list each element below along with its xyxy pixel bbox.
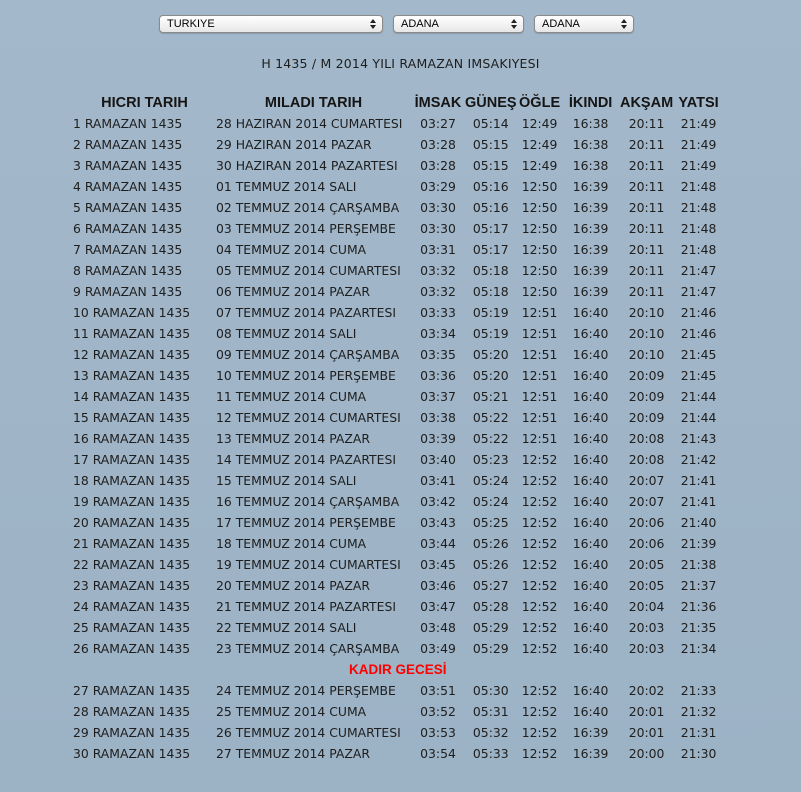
cell-hicri: 30 RAMAZAN 1435 xyxy=(73,746,191,761)
cell-imsak: 03:33 xyxy=(420,305,456,320)
table-row xyxy=(73,176,723,197)
cell-hicri: 27 RAMAZAN 1435 xyxy=(73,683,191,698)
cell-yatsi: 21:33 xyxy=(680,683,717,698)
cell-yatsi: 21:45 xyxy=(680,368,717,383)
country-select[interactable] xyxy=(159,15,383,33)
cell-gunes: 05:26 xyxy=(472,536,509,551)
cell-miladi: 27 TEMMUZ 2014 PAZAR xyxy=(216,746,370,761)
cell-aksam: 20:11 xyxy=(628,200,665,215)
cell-yatsi: 21:44 xyxy=(680,410,717,425)
table-row xyxy=(73,218,723,239)
cell-gunes: 05:16 xyxy=(472,179,509,194)
select-arrows-icon xyxy=(621,17,628,31)
cell-yatsi: 21:36 xyxy=(680,599,717,614)
cell-miladi: 12 TEMMUZ 2014 CUMARTESI xyxy=(216,410,401,425)
cell-hicri: 23 RAMAZAN 1435 xyxy=(73,578,191,593)
cell-hicri: 17 RAMAZAN 1435 xyxy=(73,452,191,467)
cell-imsak: 03:54 xyxy=(420,746,456,761)
cell-aksam: 20:05 xyxy=(628,578,665,593)
cell-hicri: 4 RAMAZAN 1435 xyxy=(73,179,183,194)
cell-imsak: 03:39 xyxy=(420,431,456,446)
cell-ikindi: 16:38 xyxy=(572,158,609,173)
city-select-value: ADANA xyxy=(401,18,439,30)
cell-imsak: 03:34 xyxy=(420,326,456,341)
cell-aksam: 20:11 xyxy=(628,137,665,152)
cell-ogle: 12:52 xyxy=(521,620,558,635)
cell-imsak: 03:38 xyxy=(420,410,456,425)
cell-hicri: 2 RAMAZAN 1435 xyxy=(73,137,183,152)
cell-gunes: 05:20 xyxy=(472,347,509,362)
cell-gunes: 05:24 xyxy=(472,494,509,509)
table-row xyxy=(73,512,723,533)
table-row xyxy=(73,722,723,743)
cell-aksam: 20:11 xyxy=(628,242,665,257)
cell-ogle: 12:52 xyxy=(521,683,558,698)
cell-ikindi: 16:40 xyxy=(572,473,609,488)
cell-miladi: 11 TEMMUZ 2014 CUMA xyxy=(216,389,367,404)
table-row xyxy=(73,365,723,386)
country-select-value: TURKIYE xyxy=(167,18,215,30)
cell-yatsi: 21:40 xyxy=(680,515,717,530)
table-row xyxy=(73,260,723,281)
cell-miladi: 14 TEMMUZ 2014 PAZARTESI xyxy=(216,452,396,467)
cell-yatsi: 21:48 xyxy=(680,200,717,215)
cell-gunes: 05:28 xyxy=(472,599,509,614)
cell-gunes: 05:21 xyxy=(472,389,509,404)
cell-imsak: 03:28 xyxy=(420,137,456,152)
cell-imsak: 03:45 xyxy=(420,557,456,572)
cell-hicri: 25 RAMAZAN 1435 xyxy=(73,620,191,635)
cell-imsak: 03:28 xyxy=(420,158,456,173)
cell-aksam: 20:11 xyxy=(628,284,665,299)
cell-miladi: 17 TEMMUZ 2014 PERŞEMBE xyxy=(216,515,396,530)
header-imsak: İMSAK xyxy=(414,94,462,111)
cell-hicri: 18 RAMAZAN 1435 xyxy=(73,473,191,488)
cell-imsak: 03:32 xyxy=(420,263,456,278)
cell-ogle: 12:51 xyxy=(521,305,558,320)
cell-miladi: 25 TEMMUZ 2014 CUMA xyxy=(216,704,367,719)
cell-yatsi: 21:45 xyxy=(680,347,717,362)
cell-gunes: 05:23 xyxy=(472,452,509,467)
cell-gunes: 05:22 xyxy=(472,410,509,425)
cell-gunes: 05:15 xyxy=(472,137,509,152)
table-row xyxy=(73,533,723,554)
cell-miladi: 01 TEMMUZ 2014 SALI xyxy=(216,179,357,194)
imsakiye-table xyxy=(73,92,723,764)
cell-yatsi: 21:47 xyxy=(680,284,717,299)
cell-yatsi: 21:49 xyxy=(680,116,717,131)
cell-ogle: 12:50 xyxy=(521,221,558,236)
district-select-value: ADANA xyxy=(542,18,580,30)
cell-miladi: 02 TEMMUZ 2014 ÇARŞAMBA xyxy=(216,200,400,215)
header-gunes: GÜNEŞ xyxy=(465,94,517,111)
table-row xyxy=(73,302,723,323)
cell-ikindi: 16:39 xyxy=(572,179,609,194)
table-row xyxy=(73,281,723,302)
table-row xyxy=(73,344,723,365)
cell-hicri: 24 RAMAZAN 1435 xyxy=(73,599,191,614)
cell-ikindi: 16:40 xyxy=(572,305,609,320)
cell-hicri: 11 RAMAZAN 1435 xyxy=(73,326,191,341)
cell-imsak: 03:51 xyxy=(420,683,456,698)
cell-ikindi: 16:39 xyxy=(572,200,609,215)
cell-hicri: 12 RAMAZAN 1435 xyxy=(73,347,191,362)
cell-ogle: 12:51 xyxy=(521,410,558,425)
table-row xyxy=(73,134,723,155)
cell-yatsi: 21:43 xyxy=(680,431,717,446)
cell-imsak: 03:41 xyxy=(420,473,456,488)
table-row xyxy=(73,470,723,491)
header-aksam: AKŞAM xyxy=(619,94,674,111)
cell-gunes: 05:16 xyxy=(472,200,509,215)
header-ikindi: İKINDI xyxy=(568,94,613,111)
cell-miladi: 29 HAZIRAN 2014 PAZAR xyxy=(216,137,372,152)
cell-ogle: 12:52 xyxy=(521,473,558,488)
cell-ikindi: 16:38 xyxy=(572,137,609,152)
cell-ogle: 12:52 xyxy=(521,557,558,572)
cell-aksam: 20:10 xyxy=(628,305,665,320)
cell-miladi: 20 TEMMUZ 2014 PAZAR xyxy=(216,578,370,593)
cell-yatsi: 21:41 xyxy=(680,494,717,509)
cell-miladi: 06 TEMMUZ 2014 PAZAR xyxy=(216,284,370,299)
cell-aksam: 20:02 xyxy=(628,683,665,698)
cell-imsak: 03:31 xyxy=(420,242,456,257)
cell-aksam: 20:11 xyxy=(628,116,665,131)
cell-miladi: 04 TEMMUZ 2014 CUMA xyxy=(216,242,367,257)
cell-hicri: 9 RAMAZAN 1435 xyxy=(73,284,183,299)
cell-gunes: 05:31 xyxy=(472,704,509,719)
cell-ikindi: 16:40 xyxy=(572,536,609,551)
cell-miladi: 07 TEMMUZ 2014 PAZARTESI xyxy=(216,305,396,320)
cell-hicri: 5 RAMAZAN 1435 xyxy=(73,200,183,215)
cell-ogle: 12:51 xyxy=(521,326,558,341)
cell-imsak: 03:47 xyxy=(420,599,456,614)
cell-aksam: 20:06 xyxy=(628,515,665,530)
cell-ikindi: 16:39 xyxy=(572,242,609,257)
cell-gunes: 05:19 xyxy=(472,305,509,320)
cell-miladi: 18 TEMMUZ 2014 CUMA xyxy=(216,536,367,551)
kadir-gecesi-row xyxy=(73,659,723,680)
cell-ogle: 12:52 xyxy=(521,515,558,530)
cell-imsak: 03:37 xyxy=(420,389,456,404)
cell-yatsi: 21:49 xyxy=(680,158,717,173)
cell-hicri: 13 RAMAZAN 1435 xyxy=(73,368,191,383)
cell-gunes: 05:17 xyxy=(472,221,509,236)
cell-gunes: 05:27 xyxy=(472,578,509,593)
cell-yatsi: 21:49 xyxy=(680,137,717,152)
header-miladi: MILADI TARIH xyxy=(264,94,363,111)
cell-aksam: 20:01 xyxy=(628,704,665,719)
cell-ikindi: 16:40 xyxy=(572,515,609,530)
cell-imsak: 03:40 xyxy=(420,452,456,467)
cell-miladi: 15 TEMMUZ 2014 SALI xyxy=(216,473,357,488)
cell-imsak: 03:32 xyxy=(420,284,456,299)
cell-yatsi: 21:46 xyxy=(680,305,717,320)
cell-hicri: 20 RAMAZAN 1435 xyxy=(73,515,191,530)
table-header-row xyxy=(73,92,723,113)
cell-ogle: 12:52 xyxy=(521,536,558,551)
cell-gunes: 05:20 xyxy=(472,368,509,383)
cell-ogle: 12:50 xyxy=(521,263,558,278)
cell-hicri: 14 RAMAZAN 1435 xyxy=(73,389,191,404)
cell-aksam: 20:11 xyxy=(628,179,665,194)
cell-hicri: 28 RAMAZAN 1435 xyxy=(73,704,191,719)
cell-hicri: 6 RAMAZAN 1435 xyxy=(73,221,183,236)
cell-gunes: 05:15 xyxy=(472,158,509,173)
cell-aksam: 20:03 xyxy=(628,620,665,635)
cell-ogle: 12:49 xyxy=(521,158,558,173)
cell-ikindi: 16:39 xyxy=(572,263,609,278)
cell-aksam: 20:08 xyxy=(628,431,665,446)
cell-ogle: 12:50 xyxy=(521,242,558,257)
cell-hicri: 15 RAMAZAN 1435 xyxy=(73,410,191,425)
cell-ikindi: 16:40 xyxy=(572,599,609,614)
cell-imsak: 03:30 xyxy=(420,221,456,236)
cell-yatsi: 21:35 xyxy=(680,620,717,635)
cell-aksam: 20:06 xyxy=(628,536,665,551)
cell-ogle: 12:51 xyxy=(521,347,558,362)
cell-ogle: 12:51 xyxy=(521,368,558,383)
cell-miladi: 16 TEMMUZ 2014 ÇARŞAMBA xyxy=(216,494,400,509)
cell-aksam: 20:08 xyxy=(628,452,665,467)
cell-hicri: 1 RAMAZAN 1435 xyxy=(73,116,183,131)
cell-aksam: 20:11 xyxy=(628,263,665,278)
page-title: H 1435 / M 2014 YILI RAMAZAN IMSAKIYESI xyxy=(261,56,540,71)
header-yatsi: YATSI xyxy=(678,94,719,111)
cell-ikindi: 16:39 xyxy=(572,284,609,299)
cell-aksam: 20:00 xyxy=(628,746,665,761)
cell-aksam: 20:04 xyxy=(628,599,665,614)
cell-gunes: 05:32 xyxy=(472,725,509,740)
cell-gunes: 05:26 xyxy=(472,557,509,572)
cell-hicri: 21 RAMAZAN 1435 xyxy=(73,536,191,551)
cell-imsak: 03:52 xyxy=(420,704,456,719)
cell-hicri: 26 RAMAZAN 1435 xyxy=(73,641,191,656)
header-hicri: HICRI TARIH xyxy=(101,94,188,111)
cell-miladi: 08 TEMMUZ 2014 SALI xyxy=(216,326,357,341)
cell-ikindi: 16:38 xyxy=(572,116,609,131)
cell-gunes: 05:22 xyxy=(472,431,509,446)
cell-imsak: 03:46 xyxy=(420,578,456,593)
cell-ikindi: 16:39 xyxy=(572,746,609,761)
cell-hicri: 7 RAMAZAN 1435 xyxy=(73,242,183,257)
table-row xyxy=(73,554,723,575)
cell-imsak: 03:36 xyxy=(420,368,456,383)
cell-ogle: 12:52 xyxy=(521,494,558,509)
cell-hicri: 3 RAMAZAN 1435 xyxy=(73,158,183,173)
cell-hicri: 10 RAMAZAN 1435 xyxy=(73,305,191,320)
cell-aksam: 20:11 xyxy=(628,158,665,173)
cell-aksam: 20:10 xyxy=(628,326,665,341)
cell-aksam: 20:01 xyxy=(628,725,665,740)
cell-miladi: 24 TEMMUZ 2014 PERŞEMBE xyxy=(216,683,396,698)
location-selectors xyxy=(0,15,801,35)
cell-miladi: 05 TEMMUZ 2014 CUMARTESI xyxy=(216,263,401,278)
cell-miladi: 13 TEMMUZ 2014 PAZAR xyxy=(216,431,370,446)
cell-yatsi: 21:39 xyxy=(680,536,717,551)
cell-ikindi: 16:40 xyxy=(572,494,609,509)
cell-yatsi: 21:38 xyxy=(680,557,717,572)
cell-ogle: 12:52 xyxy=(521,641,558,656)
table-row xyxy=(73,701,723,722)
header-ogle: ÖĞLE xyxy=(519,94,561,111)
cell-imsak: 03:30 xyxy=(420,200,456,215)
cell-ikindi: 16:40 xyxy=(572,389,609,404)
cell-gunes: 05:18 xyxy=(472,284,509,299)
cell-ikindi: 16:40 xyxy=(572,431,609,446)
cell-gunes: 05:18 xyxy=(472,263,509,278)
table-row xyxy=(73,617,723,638)
table-row xyxy=(73,428,723,449)
cell-yatsi: 21:41 xyxy=(680,473,717,488)
cell-imsak: 03:44 xyxy=(420,536,456,551)
cell-aksam: 20:09 xyxy=(628,410,665,425)
cell-ikindi: 16:40 xyxy=(572,368,609,383)
cell-ogle: 12:49 xyxy=(521,116,558,131)
cell-ikindi: 16:40 xyxy=(572,410,609,425)
table-row xyxy=(73,449,723,470)
cell-hicri: 8 RAMAZAN 1435 xyxy=(73,263,183,278)
cell-ikindi: 16:40 xyxy=(572,578,609,593)
cell-aksam: 20:09 xyxy=(628,389,665,404)
select-arrows-icon xyxy=(511,17,518,31)
cell-ikindi: 16:39 xyxy=(572,725,609,740)
cell-yatsi: 21:42 xyxy=(680,452,717,467)
cell-hicri: 16 RAMAZAN 1435 xyxy=(73,431,191,446)
cell-yatsi: 21:44 xyxy=(680,389,717,404)
cell-aksam: 20:09 xyxy=(628,368,665,383)
cell-yatsi: 21:48 xyxy=(680,179,717,194)
cell-aksam: 20:07 xyxy=(628,494,665,509)
cell-yatsi: 21:47 xyxy=(680,263,717,278)
table-row xyxy=(73,323,723,344)
table-row xyxy=(73,386,723,407)
table-row xyxy=(73,491,723,512)
cell-ogle: 12:52 xyxy=(521,704,558,719)
cell-yatsi: 21:34 xyxy=(680,641,717,656)
cell-aksam: 20:05 xyxy=(628,557,665,572)
cell-yatsi: 21:48 xyxy=(680,242,717,257)
table-row xyxy=(73,743,723,764)
select-arrows-icon xyxy=(370,17,377,31)
cell-miladi: 19 TEMMUZ 2014 CUMARTESI xyxy=(216,557,401,572)
cell-aksam: 20:07 xyxy=(628,473,665,488)
cell-miladi: 30 HAZIRAN 2014 PAZARTESI xyxy=(216,158,398,173)
cell-miladi: 03 TEMMUZ 2014 PERŞEMBE xyxy=(216,221,396,236)
cell-ikindi: 16:40 xyxy=(572,641,609,656)
cell-miladi: 21 TEMMUZ 2014 PAZARTESI xyxy=(216,599,396,614)
cell-ogle: 12:52 xyxy=(521,578,558,593)
table-body xyxy=(73,113,723,764)
cell-gunes: 05:25 xyxy=(472,515,509,530)
kadir-gecesi-label: KADIR GECESİ xyxy=(349,662,447,677)
cell-imsak: 03:48 xyxy=(420,620,456,635)
cell-ikindi: 16:40 xyxy=(572,557,609,572)
cell-hicri: 29 RAMAZAN 1435 xyxy=(73,725,191,740)
cell-ikindi: 16:40 xyxy=(572,620,609,635)
cell-aksam: 20:10 xyxy=(628,347,665,362)
cell-gunes: 05:19 xyxy=(472,326,509,341)
cell-yatsi: 21:46 xyxy=(680,326,717,341)
cell-miladi: 10 TEMMUZ 2014 PERŞEMBE xyxy=(216,368,396,383)
cell-imsak: 03:35 xyxy=(420,347,456,362)
cell-yatsi: 21:31 xyxy=(680,725,717,740)
cell-ogle: 12:49 xyxy=(521,137,558,152)
cell-hicri: 19 RAMAZAN 1435 xyxy=(73,494,191,509)
cell-ogle: 12:52 xyxy=(521,599,558,614)
cell-imsak: 03:42 xyxy=(420,494,456,509)
cell-ogle: 12:50 xyxy=(521,284,558,299)
cell-ogle: 12:51 xyxy=(521,389,558,404)
cell-miladi: 28 HAZIRAN 2014 CUMARTESI xyxy=(216,116,403,131)
table-row xyxy=(73,680,723,701)
cell-ikindi: 16:40 xyxy=(572,704,609,719)
cell-yatsi: 21:37 xyxy=(680,578,717,593)
cell-hicri: 22 RAMAZAN 1435 xyxy=(73,557,191,572)
cell-ikindi: 16:40 xyxy=(572,683,609,698)
table-row xyxy=(73,197,723,218)
cell-gunes: 05:30 xyxy=(472,683,509,698)
table-row xyxy=(73,638,723,659)
cell-yatsi: 21:48 xyxy=(680,221,717,236)
table-row xyxy=(73,575,723,596)
cell-gunes: 05:17 xyxy=(472,242,509,257)
cell-miladi: 22 TEMMUZ 2014 SALI xyxy=(216,620,357,635)
cell-ogle: 12:52 xyxy=(521,746,558,761)
district-select[interactable] xyxy=(534,15,634,33)
cell-aksam: 20:03 xyxy=(628,641,665,656)
cell-ogle: 12:50 xyxy=(521,179,558,194)
cell-ikindi: 16:40 xyxy=(572,347,609,362)
cell-gunes: 05:14 xyxy=(472,116,509,131)
cell-ogle: 12:52 xyxy=(521,725,558,740)
cell-ikindi: 16:40 xyxy=(572,326,609,341)
cell-imsak: 03:43 xyxy=(420,515,456,530)
cell-ogle: 12:50 xyxy=(521,200,558,215)
cell-aksam: 20:11 xyxy=(628,221,665,236)
cell-imsak: 03:49 xyxy=(420,641,456,656)
cell-ogle: 12:52 xyxy=(521,452,558,467)
cell-gunes: 05:24 xyxy=(472,473,509,488)
cell-miladi: 09 TEMMUZ 2014 ÇARŞAMBA xyxy=(216,347,400,362)
cell-ikindi: 16:39 xyxy=(572,221,609,236)
table-row xyxy=(73,407,723,428)
cell-imsak: 03:29 xyxy=(420,179,456,194)
cell-imsak: 03:27 xyxy=(420,116,456,131)
cell-imsak: 03:53 xyxy=(420,725,456,740)
cell-miladi: 23 TEMMUZ 2014 ÇARŞAMBA xyxy=(216,641,400,656)
cell-ogle: 12:51 xyxy=(521,431,558,446)
table-row xyxy=(73,113,723,134)
cell-yatsi: 21:32 xyxy=(680,704,717,719)
city-select[interactable] xyxy=(393,15,524,33)
table-row xyxy=(73,239,723,260)
cell-gunes: 05:33 xyxy=(472,746,509,761)
cell-gunes: 05:29 xyxy=(472,641,509,656)
cell-yatsi: 21:30 xyxy=(680,746,717,761)
cell-gunes: 05:29 xyxy=(472,620,509,635)
cell-ikindi: 16:40 xyxy=(572,452,609,467)
table-row xyxy=(73,155,723,176)
table-row xyxy=(73,596,723,617)
cell-miladi: 26 TEMMUZ 2014 CUMARTESI xyxy=(216,725,401,740)
